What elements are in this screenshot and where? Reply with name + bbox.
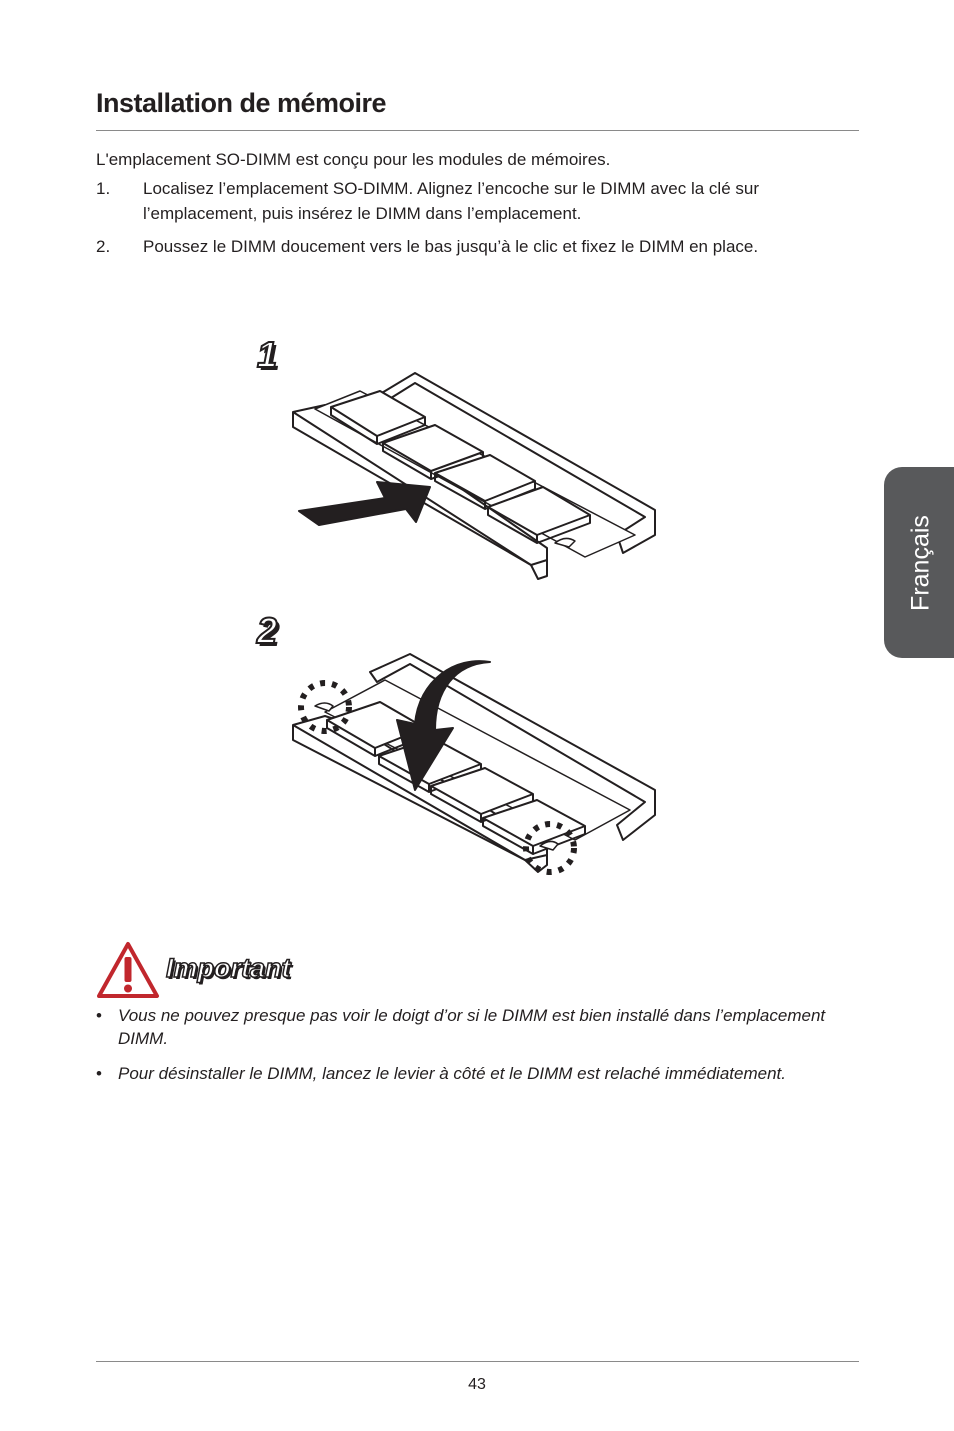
figure-2-number: 2	[257, 610, 278, 651]
step-number: 1.	[96, 179, 111, 198]
page-number: 43	[468, 1376, 486, 1393]
step-number: 2.	[96, 237, 111, 256]
note-text: Vous ne pouvez presque pas voir le doigt d’or si le DIMM est bien installé dans l’emplacement DIMM.	[118, 1006, 826, 1048]
page-title: Installation de mémoire	[96, 88, 387, 118]
language-side-tab	[884, 467, 954, 658]
step-text: Poussez le DIMM doucement vers le bas jusqu’à le clic et fixez le DIMM en place.	[143, 237, 759, 256]
title-divider	[96, 130, 859, 131]
bullet: •	[96, 1064, 102, 1083]
step-text: Localisez l’emplacement SO-DIMM. Alignez l’encoche sur le DIMM avec la clé sur l’emplacement, puis insérez le DIMM dans l’emplacement.	[143, 179, 760, 223]
footer-divider	[96, 1361, 859, 1362]
warning-triangle-icon	[96, 941, 160, 999]
dimm-insert-illustration	[285, 365, 665, 590]
intro-paragraph: L'emplacement SO-DIMM est conçu pour les modules de mémoires.	[96, 150, 611, 169]
note-text: Pour désinstaller le DIMM, lancez le levier à côté et le DIMM est relaché immédiatement.	[118, 1064, 786, 1083]
bullet: •	[96, 1006, 102, 1025]
dimm-press-down-illustration	[285, 650, 665, 885]
figure-1-number: 1	[257, 334, 278, 375]
important-heading: Important	[166, 953, 291, 983]
language-label: Français	[906, 514, 935, 611]
